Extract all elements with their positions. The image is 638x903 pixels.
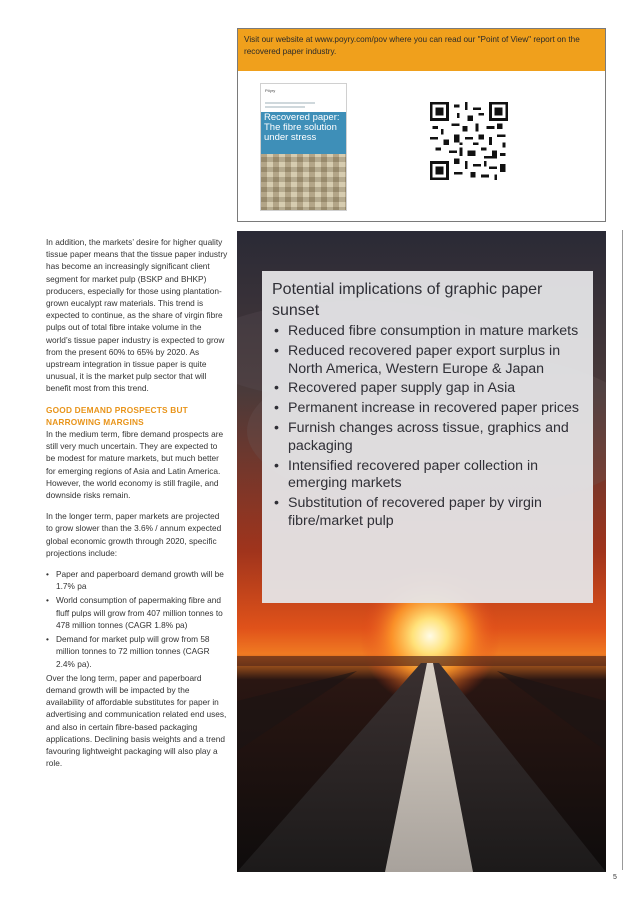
intro-paragraph: In addition, the markets’ desire for higher quality tissue paper means that the tissue paper industry has become an increasingly significant client segment for market pulp (BSKP and BHKP) producers, especially for those using plantation-grown eucalypt raw materials. This trend is expected to continue, as the share of virgin fibre pulps out of total fibre intake volume in the world’s tissue paper industry is expected to grow from the present 60% to 65% by 2020. As upstream integration in tissue paper is quite unusual, it is the market pulp sector that will benefit most from this trend. [46, 237, 228, 394]
right-divider-line [622, 230, 623, 870]
list-item: • Intensified recovered paper collection in emerging markets [272, 458, 583, 494]
body-paragraph-3: In the longer term, paper markets are projected to grow slower than the 3.6% / annum expected global economic growth through 2020, specific projections include: [46, 511, 222, 558]
body-paragraph-4: Over the long term, paper and paperboard demand growth will be impacted by the availability of affordable substitutes for paper in advertising and communication related end uses, and also in certain fibre-based packaging applications. Declining basis weights and a trend favouring lightweight packaging will also play a role. [46, 672, 227, 769]
cover-logo: Pöyry [265, 88, 276, 93]
list-item: • Reduced fibre consumption in mature markets [272, 323, 583, 341]
list-item: • Demand for market pulp will grow from 58 million tonnes to 72 million tonnes (CAGR 2.4% pa). [46, 633, 228, 670]
cover-paper-bales-photo [261, 154, 346, 211]
list-item: • Substitution of recovered paper by virgin fibre/market pulp [272, 495, 583, 531]
body-paragraph-2: In the medium term, fibre demand prospects are still very much uncertain. They are expected to be modest for mature markets, but much better for emerging regions of Asia and Latin America. However, the world economy is still fragile, and downside risks remain. [46, 429, 224, 501]
left-text-column [46, 236, 228, 769]
callout-banner [238, 29, 605, 71]
report-cover-image [260, 83, 347, 211]
list-item: • World consumption of papermaking fibre and fluff pulps will grow from 407 million tonnes to 478 million tonnes (CAGR 1.8% pa) [46, 594, 228, 631]
cover-title: Recovered paper: The fibre solution under stress [264, 112, 340, 143]
panel-title: Potential implications of graphic paper sunset [272, 281, 543, 319]
website-callout-box [237, 28, 606, 222]
page-number: 5 [613, 874, 617, 881]
list-item: • Reduced recovered paper export surplus in North America, Western Europe & Japan [272, 343, 583, 379]
qr-code-icon[interactable] [430, 102, 508, 180]
projections-list [46, 568, 228, 670]
section-heading: GOOD DEMAND PROSPECTS BUT NARROWING MARGINS [46, 404, 188, 427]
implications-list [272, 323, 583, 531]
implications-panel [262, 271, 593, 603]
list-item: • Furnish changes across tissue, graphics and packaging [272, 420, 583, 456]
callout-text: Visit our website at www.poyry.com/pov where you can read our "Point of View" report on the recovered paper industry. [244, 35, 580, 56]
list-item: • Permanent increase in recovered paper prices [272, 400, 583, 418]
list-item: • Paper and paperboard demand growth will be 1.7% pa [46, 568, 228, 592]
list-item: • Recovered paper supply gap in Asia [272, 380, 583, 398]
